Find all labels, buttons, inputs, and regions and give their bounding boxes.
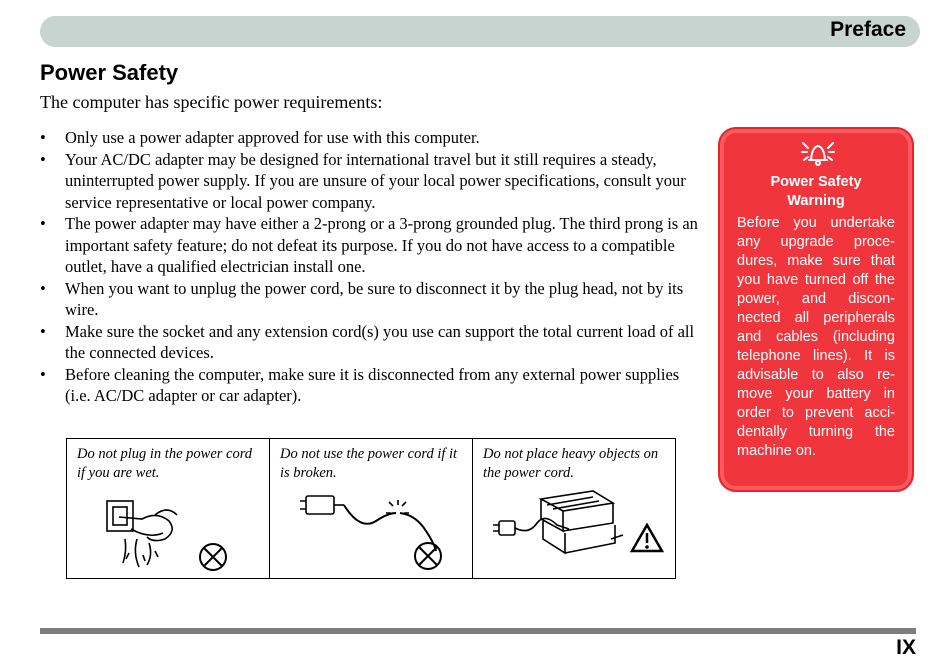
list-item: • Make sure the socket and any extension cord(s) you use can support the total current load of all the connected devices.: [40, 321, 705, 364]
broken-cord-prohibited-icon: [270, 439, 472, 579]
footer-bar: [40, 628, 916, 634]
warning-text: Before you undertake any upgrade proce-dures, make sure that you have turned off the power, and discon-nected all peripherals and cables (including telephone lines). It is advisable to also re-move your battery in order to prevent acci-dentally turning the machine on.: [737, 215, 895, 459]
figure-cell-heavy: [473, 439, 676, 579]
power-safety-warning-box: [718, 127, 914, 492]
alarm-bell-icon: [800, 139, 836, 167]
figure-caption: Do not place heavy objects on the power cord.: [483, 446, 659, 481]
wet-hands-plug-prohibited-icon: [67, 439, 269, 579]
page-number: IX: [896, 636, 916, 659]
header-title: Preface: [830, 18, 906, 41]
power-safety-list: [40, 127, 705, 407]
figure-caption: Do not plug in the power cord if you are wet.: [77, 446, 253, 481]
figure-caption: Do not use the power cord if it is broken.: [280, 446, 458, 481]
page-title: Power Safety: [40, 60, 179, 85]
list-item: • Only use a power adapter approved for use with this computer.: [40, 127, 705, 149]
warning-title: [720, 173, 912, 211]
figure-cell-broken: [270, 439, 473, 579]
figure-cell-wet: [67, 439, 270, 579]
warning-title-line2: Warning: [787, 193, 845, 209]
safety-figures-table: [66, 438, 676, 579]
list-item: • Your AC/DC adapter may be designed for international travel but it still requires a steady, uninterrupted power supply. If you are unsure of your local power specifications, consult your service representative or local power company.: [40, 149, 705, 214]
list-item: • Before cleaning the computer, make sure it is disconnected from any external power supplies (i.e. AC/DC adapter or car adapter).: [40, 364, 705, 407]
intro-text: The computer has specific power requirements:: [40, 92, 383, 112]
header-bar: [40, 16, 920, 47]
list-item: • The power adapter may have either a 2-prong or a 3-prong grounded plug. The third prong is an important safety feature; do not defeat its purpose. If you do not have access to a compatible outlet, have a qualified electrician install one.: [40, 213, 705, 278]
heavy-objects-caution-icon: [473, 439, 675, 579]
warning-title-line1: Power Safety: [770, 174, 862, 190]
list-item: • When you want to unplug the power cord, be sure to disconnect it by the plug head, not by its wire.: [40, 278, 705, 321]
